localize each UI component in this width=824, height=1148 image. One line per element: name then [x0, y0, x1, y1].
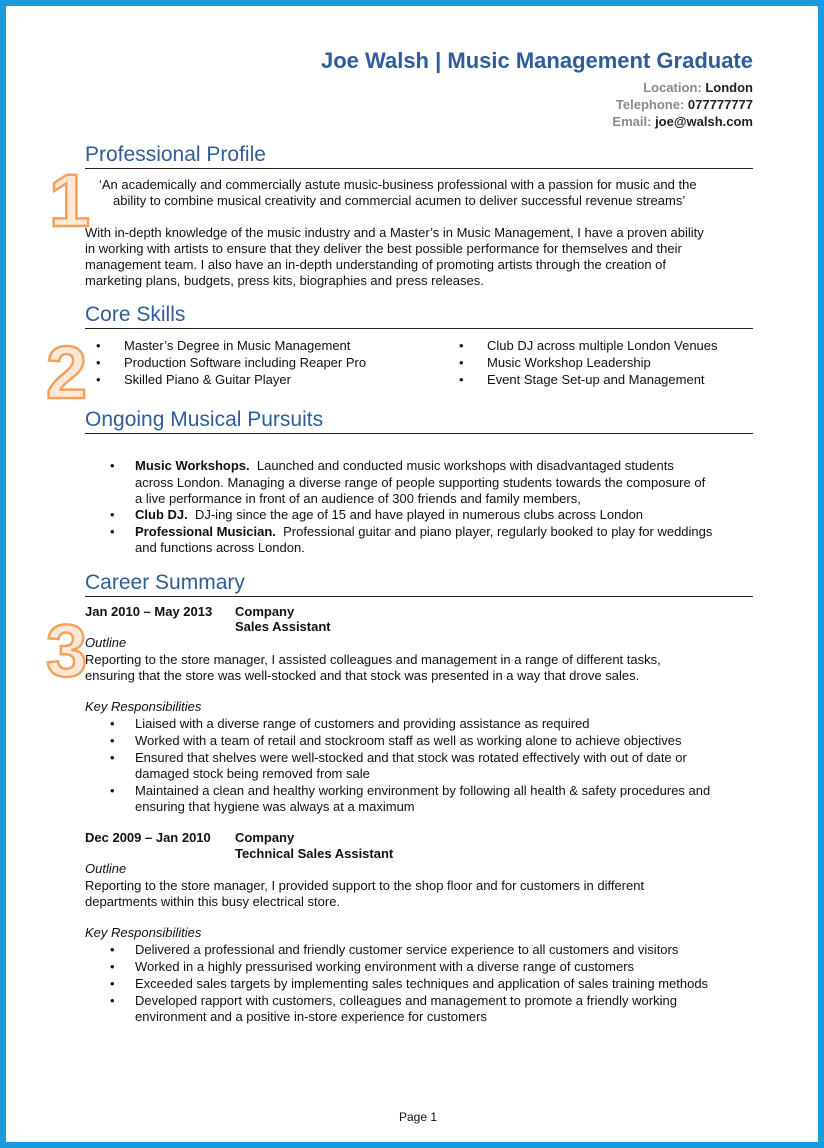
contact-telephone: Telephone: 077777777: [615, 97, 753, 112]
marker-1: 1: [49, 159, 91, 242]
profile-para-line: marketing plans, budgets, press kits, biographies and press releases.: [85, 273, 484, 288]
profile-para-line: in working with artists to ensure that they deliver the best possible performance for themselves and their: [85, 241, 682, 256]
profile-para-line: management team. I also have an in-depth understanding of promoting artists through the creation of: [85, 257, 667, 272]
job-title: Technical Sales Assistant: [235, 846, 394, 861]
profile-quote-line-1: ‘An academically and commercially astute music-business professional with a passion for music and the: [99, 177, 697, 192]
bullet: •: [110, 458, 115, 473]
outline-line: departments within this busy electrical store.: [85, 894, 341, 909]
marker-2: 2: [46, 331, 88, 414]
bullet: •: [110, 524, 115, 539]
outline-label: Outline: [85, 861, 127, 876]
pursuit-item-line: and functions across London.: [135, 540, 305, 555]
bullet: •: [110, 750, 115, 765]
profile-heading: Professional Profile: [85, 143, 753, 169]
outline-line: Reporting to the store manager, I provided support to the shop floor and for customers in different: [85, 878, 645, 893]
job-dates: Jan 2010 – May 2013: [85, 604, 213, 619]
bullet: •: [110, 783, 115, 798]
resume-name-title: Joe Walsh | Music Management Graduate: [321, 48, 753, 73]
responsibility-line: ensuring that hygiene was always at a maximum: [135, 799, 415, 814]
responsibilities-label: Key Responsibilities: [85, 925, 202, 940]
career-heading: Career Summary: [85, 571, 753, 597]
skills-heading: Core Skills: [85, 303, 753, 329]
marker-3: 3: [46, 609, 88, 692]
bullet: •: [96, 338, 101, 353]
pursuit-title: Club DJ.: [135, 507, 188, 522]
bullet: •: [110, 993, 115, 1008]
responsibility-line: Delivered a professional and friendly customer service experience to all customers and visitors: [135, 942, 679, 957]
responsibility-line: Ensured that shelves were well-stocked and that stock was rotated effectively with out of date or: [135, 750, 687, 765]
bullet: •: [110, 976, 115, 991]
pursuit-item-line: Music Workshops. Launched and conducted music workshops with disadvantaged students: [135, 458, 674, 473]
pursuit-item-line: across London. Managing a diverse range of people supporting students towards the composure of: [135, 475, 706, 490]
bullet: •: [110, 959, 115, 974]
page-number: Page 1: [398, 1110, 438, 1124]
outline-line: Reporting to the store manager, I assisted colleagues and management in a range of different tasks,: [85, 652, 661, 667]
bullet: •: [110, 716, 115, 731]
bullet: •: [110, 507, 115, 522]
responsibilities-label: Key Responsibilities: [85, 699, 202, 714]
skill-item: Production Software including Reaper Pro: [124, 355, 367, 370]
job-company: Company: [235, 830, 295, 845]
job-title: Sales Assistant: [235, 619, 331, 634]
outline-label: Outline: [85, 635, 127, 650]
responsibility-line: Liaised with a diverse range of customers and providing assistance as required: [135, 716, 590, 731]
pursuit-item-line: Club DJ. DJ-ing since the age of 15 and have played in numerous clubs across London: [135, 507, 644, 522]
responsibility-line: damaged stock being removed from sale: [135, 766, 370, 781]
contact-location: Location: London: [643, 80, 753, 95]
pursuit-item-line: Professional Musician. Professional guitar and piano player, regularly booked to play for weddings: [135, 524, 713, 539]
pursuit-title: Music Workshops.: [135, 458, 250, 473]
bullet: •: [459, 372, 464, 387]
skill-item: Event Stage Set-up and Management: [487, 372, 705, 387]
skill-item: Music Workshop Leadership: [487, 355, 651, 370]
skill-item: Skilled Piano & Guitar Player: [124, 372, 291, 387]
bullet: •: [96, 355, 101, 370]
profile-para-line: With in-depth knowledge of the music industry and a Master’s in Music Management, I have a proven ability: [85, 225, 704, 240]
bullet: •: [110, 733, 115, 748]
bullet: •: [96, 372, 101, 387]
job-company: Company: [235, 604, 295, 619]
responsibility-line: Exceeded sales targets by implementing sales techniques and application of sales training methods: [135, 976, 709, 991]
bullet: •: [459, 338, 464, 353]
contact-email: Email: joe@walsh.com: [612, 114, 753, 129]
skill-item: Club DJ across multiple London Venues: [487, 338, 718, 353]
responsibility-line: Worked in a highly pressurised working environment with a diverse range of customers: [135, 959, 635, 974]
skill-item: Master’s Degree in Music Management: [124, 338, 351, 353]
responsibility-line: Developed rapport with customers, colleagues and management to promote a friendly working: [135, 993, 677, 1008]
responsibility-line: environment and a positive in-store experience for customers: [135, 1009, 487, 1024]
bullet: •: [110, 942, 115, 957]
bullet: •: [459, 355, 464, 370]
pursuits-heading: Ongoing Musical Pursuits: [85, 408, 753, 434]
profile-quote-line-2: ability to combine musical creativity and commercial acumen to deliver successful revenue streams’: [113, 193, 686, 208]
responsibility-line: Worked with a team of retail and stockroom staff as well as working alone to achieve objectives: [135, 733, 682, 748]
pursuit-item-line: a live performance in front of an audience of 300 friends and family members,: [135, 491, 581, 506]
job-dates: Dec 2009 – Jan 2010: [85, 830, 211, 845]
pursuit-title: Professional Musician.: [135, 524, 276, 539]
responsibility-line: Maintained a clean and healthy working environment by following all health & safety procedures and: [135, 783, 711, 798]
outline-line: ensuring that the store was well-stocked and that stock was presented in a way that drove sales.: [85, 668, 640, 683]
